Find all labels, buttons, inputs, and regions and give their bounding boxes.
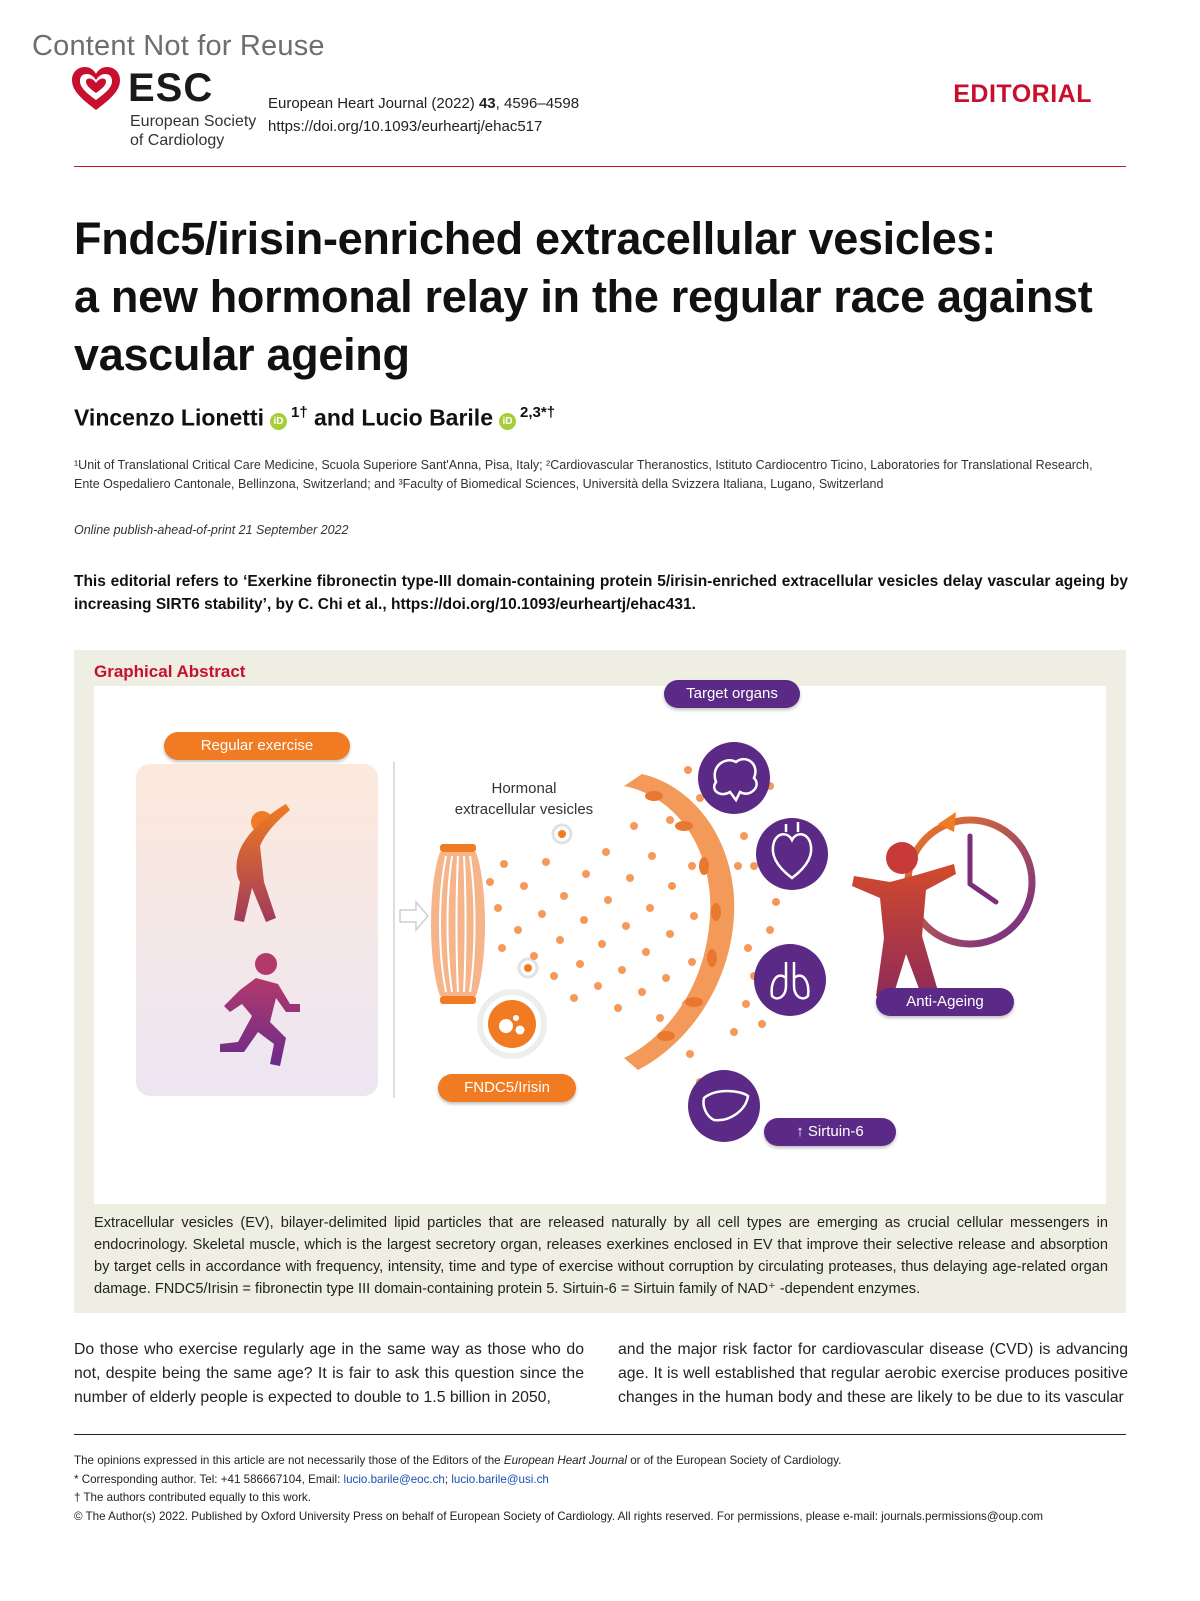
brain-icon <box>698 742 770 814</box>
online-date: Online publish-ahead-of-print 21 September 2022 <box>74 523 349 537</box>
author-2: Lucio Barile <box>361 404 493 431</box>
email-link[interactable]: lucio.barile@usi.ch <box>451 1472 549 1486</box>
body-text-left: Do those who exercise regularly age in the same way as those who do not, despite being the same age? It is fair to ask this question since the number of elderly people is expected to double to 1.5 billion in 2050, <box>74 1341 584 1406</box>
body-text-right: and the major risk factor for cardiovascular disease (CVD) is advancing age. It is well established that regular aerobic exercise produces positive changes in the human body and these are likely to be due to its vascular <box>618 1341 1128 1406</box>
author-1: Vincenzo Lionetti <box>74 404 264 431</box>
orcid-icon[interactable]: iD <box>499 413 516 430</box>
regular-exercise-label: Regular exercise <box>164 732 350 760</box>
affiliations: ¹Unit of Translational Critical Care Medicine, Scuola Superiore Sant'Anna, Pisa, Italy; ²Cardiovascular Theranostics, Istituto Cardiocentro Ticino, Laboratories for Translational Research, Ente Ospedaliero Cantonale, Bellinzona, Switzerland; and ³Faculty of Biomedical Sciences, Università della Svizzera Italiana, Lugano, Switzerland <box>74 458 1093 491</box>
sirtuin-label: ↑ Sirtuin-6 <box>764 1118 896 1146</box>
doi-link[interactable]: https://doi.org/10.1093/eurheartj/ehac517 <box>268 118 543 135</box>
article-title: Fndc5/irisin-enriched extracellular vesicles: a new hormonal relay in the regular race against vascular ageing <box>74 213 1093 380</box>
email-link[interactable]: lucio.barile@eoc.ch <box>343 1472 445 1486</box>
anti-ageing-label: Anti-Ageing <box>876 988 1014 1016</box>
orcid-icon[interactable]: iD <box>270 413 287 430</box>
hormonal-ev-label: Hormonal extracellular vesicles <box>454 780 594 818</box>
heart-organ-icon <box>756 818 828 890</box>
footnote-copyright: © The Author(s) 2022. Published by Oxford University Press on behalf of European Society of Cardiology. All rights reserved. For permissions, please e-mail: journals.permissions@oup.com <box>74 1509 1044 1523</box>
graphical-abstract-caption: Extracellular vesicles (EV), bilayer-delimited lipid particles that are released naturally by all cell types are emerging as crucial cellular messengers in endocrinology. Skeletal muscle, which is the largest secretory organ, releases exerkines enclosed in EV that improve their selective release and absorption by target cells in accordance with frequency, intensity, time and type of exercise without corruption by circulating proteases, thus delaying age-related organ damage. FNDC5/Irisin = fibronectin type III domain-containing protein 5. Sirtuin-6 = Sirtuin family of NAD⁺ -dependent enzymes. <box>94 1215 1108 1297</box>
extracellular-vesicle-icon <box>480 992 544 1056</box>
graphical-abstract-title: Graphical Abstract <box>94 662 246 681</box>
author-line: Vincenzo Lionetti $iD^{1\dagger}$ and Lucio Barile $iD^{2,3*\dagger}$ <box>74 404 556 431</box>
graphical-abstract-figure <box>94 686 1106 1204</box>
graphical-abstract-illustration <box>94 686 1106 1204</box>
fndc5-label: FNDC5/Irisin <box>438 1074 576 1102</box>
skeletal-muscle-icon <box>431 844 485 1004</box>
esc-logo-text: ESC <box>128 66 214 110</box>
footnote-opinions: The opinions expressed in this article are not necessarily those of the Editors of the European Heart Journal or of the European Society of Cardiology. <box>74 1454 842 1467</box>
lungs-icon <box>754 944 826 1016</box>
header-divider <box>74 166 1126 167</box>
journal-citation: European Heart Journal (2022) 43, 4596–4598 https://doi.org/10.1093/eurheartj/ehac517 <box>268 92 579 138</box>
watermark: Content Not for Reuse <box>32 30 325 62</box>
footnote-equal-contribution: † The authors contributed equally to this work. <box>74 1491 311 1504</box>
target-organs-label: Target organs <box>664 680 800 708</box>
footnotes <box>74 1452 1134 1526</box>
child-jumping-icon <box>852 842 956 1002</box>
esc-logo-subtitle: European Society of Cardiology <box>130 113 257 149</box>
esc-heart-logo-icon <box>70 66 122 112</box>
section-label: EDITORIAL <box>953 80 1092 108</box>
editorial-reference: This editorial refers to ‘Exerkine fibronectin type-III domain-containing protein 5/irisin-enriched extracellular vesicles delay vascular ageing by increasing SIRT6 stability’, by C. Chi et al., https://doi.org/10.1093/eurheartj/ehac431. <box>74 573 1128 613</box>
footnote-divider <box>74 1434 1126 1435</box>
liver-icon <box>688 1070 760 1142</box>
footnote-corresponding: * Corresponding author. Tel: +41 586667104, Email: lucio.barile@eoc.ch; lucio.barile@usi.ch <box>74 1472 549 1486</box>
